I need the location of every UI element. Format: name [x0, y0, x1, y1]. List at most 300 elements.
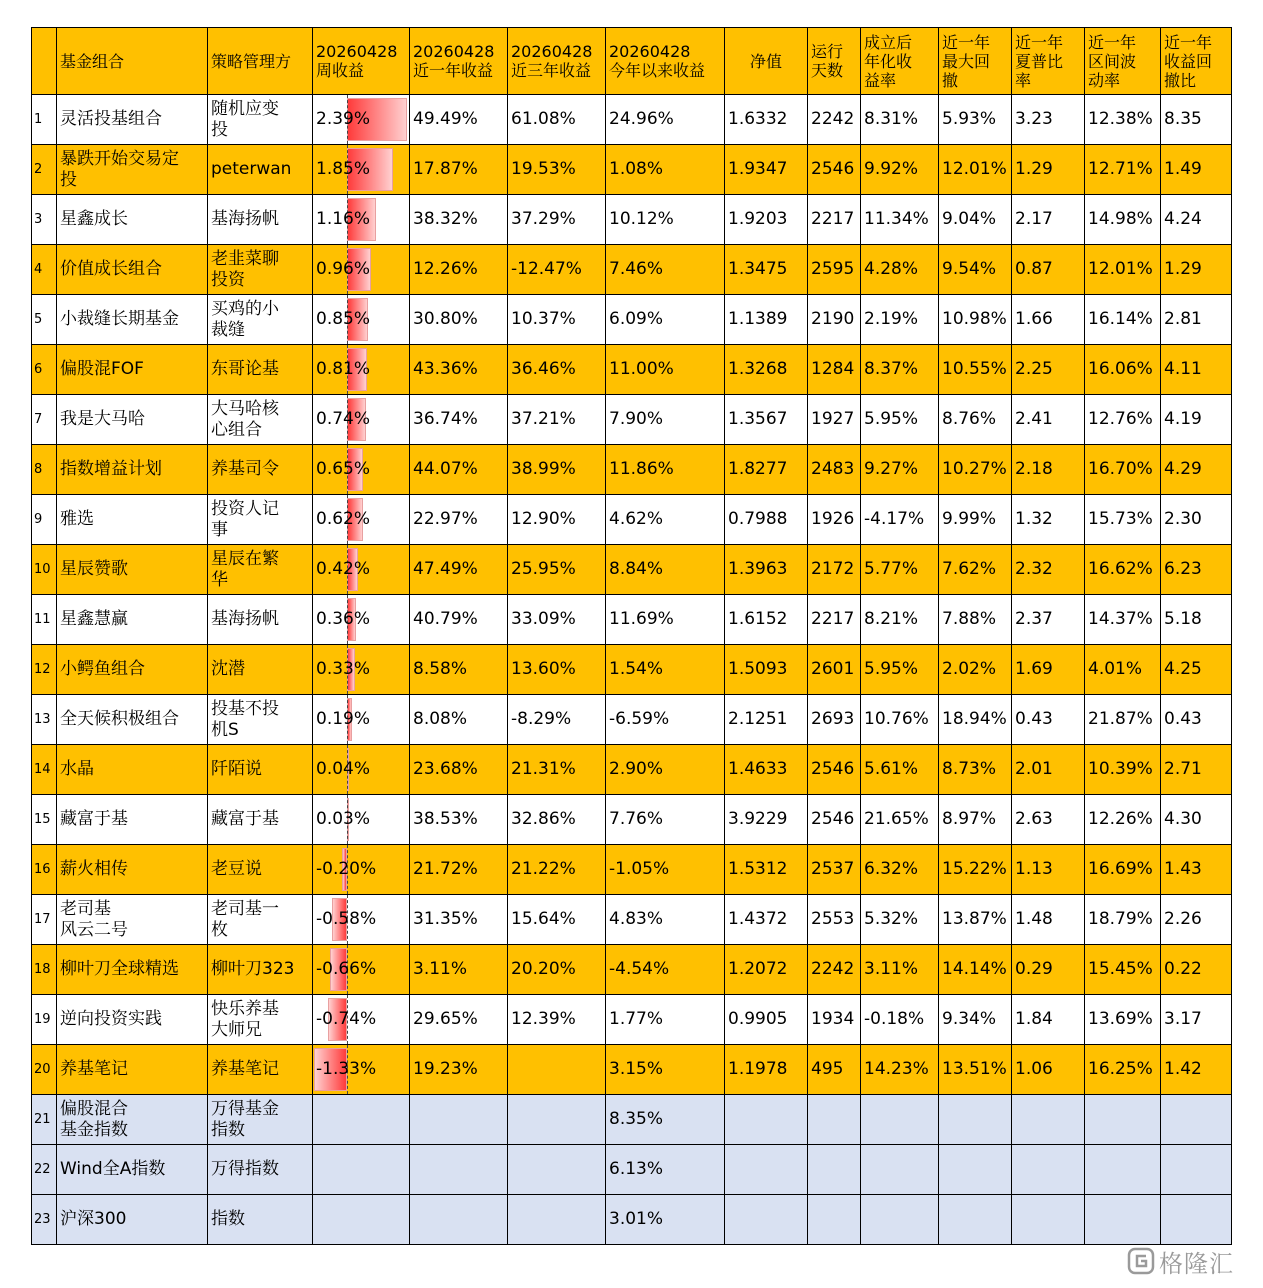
volatility-cell: 12.26% [1085, 795, 1161, 845]
return-drawdown-ratio-cell: 2.30 [1161, 495, 1232, 545]
running-days-cell: 2693 [808, 695, 861, 745]
fund-name-cell: 小裁缝长期基金 [57, 295, 208, 345]
sharpe-ratio-cell: 1.69 [1012, 645, 1085, 695]
return-drawdown-ratio-cell: 0.22 [1161, 945, 1232, 995]
running-days-cell [808, 1095, 861, 1145]
header-row [32, 28, 1232, 95]
three-year-return-cell: 37.21% [508, 395, 606, 445]
fund-name-cell: 偏股混合 基金指数 [57, 1095, 208, 1145]
one-year-return-cell: 29.65% [410, 995, 508, 1045]
annualized-return-cell: 5.77% [861, 545, 939, 595]
running-days-cell: 2172 [808, 545, 861, 595]
volatility-cell: 16.62% [1085, 545, 1161, 595]
one-year-return-cell: 8.58% [410, 645, 508, 695]
annualized-return-cell [861, 1195, 939, 1245]
running-days-cell: 2242 [808, 945, 861, 995]
weekly-return-cell [313, 645, 410, 695]
header-sharpe-ratio: 近一年 夏普比 率 [1012, 28, 1085, 95]
fund-name-cell: 薪火相传 [57, 845, 208, 895]
weekly-return-value: 0.65% [316, 459, 371, 479]
max-drawdown-cell: 7.62% [939, 545, 1012, 595]
max-drawdown-cell: 12.01% [939, 145, 1012, 195]
weekly-return-cell [313, 595, 410, 645]
weekly-return-value: -1.33% [316, 1059, 377, 1079]
fund-name-cell: 沪深300 [57, 1195, 208, 1245]
row-index-cell: 4 [32, 245, 57, 295]
header-one-year-return: 20260428 近一年收益 [410, 28, 508, 95]
return-drawdown-ratio-cell: 1.42 [1161, 1045, 1232, 1095]
volatility-cell: 10.39% [1085, 745, 1161, 795]
table-row [32, 195, 1232, 245]
max-drawdown-cell [939, 1145, 1012, 1195]
fund-name-cell: 水晶 [57, 745, 208, 795]
sharpe-ratio-cell: 3.23 [1012, 95, 1085, 145]
three-year-return-cell: -8.29% [508, 695, 606, 745]
ytd-return-cell: 7.90% [606, 395, 725, 445]
table-row [32, 1145, 1232, 1195]
volatility-cell: 18.79% [1085, 895, 1161, 945]
return-drawdown-ratio-cell: 5.18 [1161, 595, 1232, 645]
volatility-cell [1085, 1145, 1161, 1195]
weekly-return-cell [313, 395, 410, 445]
annualized-return-cell: 10.76% [861, 695, 939, 745]
annualized-return-cell: 14.23% [861, 1045, 939, 1095]
manager-cell: 投基不投 机S [208, 695, 313, 745]
ytd-return-cell: 8.35% [606, 1095, 725, 1145]
sharpe-ratio-cell: 2.32 [1012, 545, 1085, 595]
weekly-return-cell [313, 145, 410, 195]
table-row [32, 1045, 1232, 1095]
return-drawdown-ratio-cell [1161, 1145, 1232, 1195]
three-year-return-cell: 12.39% [508, 995, 606, 1045]
max-drawdown-cell: 8.97% [939, 795, 1012, 845]
manager-cell: 东哥论基 [208, 345, 313, 395]
ytd-return-cell: 2.90% [606, 745, 725, 795]
row-index-cell: 21 [32, 1095, 57, 1145]
max-drawdown-cell: 10.27% [939, 445, 1012, 495]
sharpe-ratio-cell: 0.29 [1012, 945, 1085, 995]
fund-name-cell: 星鑫慧赢 [57, 595, 208, 645]
annualized-return-cell: 4.28% [861, 245, 939, 295]
manager-cell: 随机应变 投 [208, 95, 313, 145]
manager-cell: 沈潜 [208, 645, 313, 695]
one-year-return-cell: 8.08% [410, 695, 508, 745]
sharpe-ratio-cell: 1.48 [1012, 895, 1085, 945]
max-drawdown-cell: 10.55% [939, 345, 1012, 395]
three-year-return-cell: 15.64% [508, 895, 606, 945]
ytd-return-cell: 7.76% [606, 795, 725, 845]
max-drawdown-cell: 9.04% [939, 195, 1012, 245]
nav-cell: 1.9203 [725, 195, 808, 245]
fund-name-cell: 灵活投基组合 [57, 95, 208, 145]
weekly-return-cell [313, 845, 410, 895]
row-index-cell: 23 [32, 1195, 57, 1245]
fund-name-cell: 藏富于基 [57, 795, 208, 845]
annualized-return-cell: 5.95% [861, 395, 939, 445]
table-row [32, 445, 1232, 495]
volatility-cell: 13.69% [1085, 995, 1161, 1045]
three-year-return-cell: 21.22% [508, 845, 606, 895]
ytd-return-cell: 11.00% [606, 345, 725, 395]
manager-cell: 万得基金 指数 [208, 1095, 313, 1145]
ytd-return-cell: 1.77% [606, 995, 725, 1045]
weekly-return-cell [313, 895, 410, 945]
weekly-return-value: 1.85% [316, 159, 371, 179]
fund-name-cell: Wind全A指数 [57, 1145, 208, 1195]
weekly-return-cell [313, 245, 410, 295]
annualized-return-cell: -4.17% [861, 495, 939, 545]
row-index-cell: 3 [32, 195, 57, 245]
weekly-return-cell [313, 1095, 410, 1145]
annualized-return-cell: 3.11% [861, 945, 939, 995]
gelonghui-logo-icon [1127, 1247, 1155, 1275]
volatility-cell: 12.76% [1085, 395, 1161, 445]
table-row [32, 1095, 1232, 1145]
three-year-return-cell: 37.29% [508, 195, 606, 245]
row-index-cell: 8 [32, 445, 57, 495]
return-drawdown-ratio-cell [1161, 1095, 1232, 1145]
running-days-cell: 495 [808, 1045, 861, 1095]
row-index-cell: 1 [32, 95, 57, 145]
table-row [32, 945, 1232, 995]
weekly-return-cell [313, 95, 410, 145]
max-drawdown-cell: 9.99% [939, 495, 1012, 545]
manager-cell: 万得指数 [208, 1145, 313, 1195]
one-year-return-cell: 19.23% [410, 1045, 508, 1095]
ytd-return-cell: 11.86% [606, 445, 725, 495]
running-days-cell: 2546 [808, 795, 861, 845]
return-drawdown-ratio-cell: 3.17 [1161, 995, 1232, 1045]
sharpe-ratio-cell: 0.43 [1012, 695, 1085, 745]
manager-cell: 藏富于基 [208, 795, 313, 845]
sharpe-ratio-cell [1012, 1145, 1085, 1195]
weekly-return-cell [313, 945, 410, 995]
return-drawdown-ratio-cell: 1.49 [1161, 145, 1232, 195]
manager-cell: 阡陌说 [208, 745, 313, 795]
nav-cell: 1.3268 [725, 345, 808, 395]
three-year-return-cell: 21.31% [508, 745, 606, 795]
table-row [32, 645, 1232, 695]
nav-cell: 1.1389 [725, 295, 808, 345]
three-year-return-cell: 32.86% [508, 795, 606, 845]
weekly-return-cell [313, 695, 410, 745]
nav-cell: 0.9905 [725, 995, 808, 1045]
three-year-return-cell: 38.99% [508, 445, 606, 495]
sharpe-ratio-cell [1012, 1095, 1085, 1145]
weekly-return-value: 0.96% [316, 259, 371, 279]
weekly-return-value: 0.19% [316, 709, 371, 729]
three-year-return-cell: 61.08% [508, 95, 606, 145]
three-year-return-cell [508, 1145, 606, 1195]
ytd-return-cell: 3.15% [606, 1045, 725, 1095]
nav-cell: 1.9347 [725, 145, 808, 195]
nav-cell [725, 1095, 808, 1145]
nav-cell: 1.8277 [725, 445, 808, 495]
header-return-drawdown-ratio: 近一年 收益回 撤比 [1161, 28, 1232, 95]
sharpe-ratio-cell: 2.17 [1012, 195, 1085, 245]
volatility-cell: 12.38% [1085, 95, 1161, 145]
annualized-return-cell: 8.37% [861, 345, 939, 395]
fund-name-cell: 星辰赞歌 [57, 545, 208, 595]
running-days-cell: 2190 [808, 295, 861, 345]
one-year-return-cell: 31.35% [410, 895, 508, 945]
annualized-return-cell: 5.95% [861, 645, 939, 695]
nav-cell: 1.5312 [725, 845, 808, 895]
weekly-return-cell [313, 995, 410, 1045]
annualized-return-cell: 8.31% [861, 95, 939, 145]
table-row [32, 745, 1232, 795]
sharpe-ratio-cell: 2.01 [1012, 745, 1085, 795]
max-drawdown-cell: 13.87% [939, 895, 1012, 945]
one-year-return-cell: 23.68% [410, 745, 508, 795]
max-drawdown-cell: 15.22% [939, 845, 1012, 895]
ytd-return-cell: -4.54% [606, 945, 725, 995]
ytd-return-cell: 4.83% [606, 895, 725, 945]
annualized-return-cell: -0.18% [861, 995, 939, 1045]
three-year-return-cell [508, 1095, 606, 1145]
max-drawdown-cell: 9.34% [939, 995, 1012, 1045]
row-index-cell: 13 [32, 695, 57, 745]
weekly-return-value: 0.33% [316, 659, 371, 679]
header-volatility: 近一年 区间波 动率 [1085, 28, 1161, 95]
header-annualized-return: 成立后 年化收 益率 [861, 28, 939, 95]
volatility-cell: 15.73% [1085, 495, 1161, 545]
ytd-return-cell: 8.84% [606, 545, 725, 595]
max-drawdown-cell: 13.51% [939, 1045, 1012, 1095]
table-row [32, 245, 1232, 295]
return-drawdown-ratio-cell: 4.30 [1161, 795, 1232, 845]
nav-cell: 1.1978 [725, 1045, 808, 1095]
volatility-cell: 12.01% [1085, 245, 1161, 295]
ytd-return-cell: 11.69% [606, 595, 725, 645]
manager-cell: 老豆说 [208, 845, 313, 895]
table-row [32, 895, 1232, 945]
nav-cell: 1.4372 [725, 895, 808, 945]
return-drawdown-ratio-cell: 2.71 [1161, 745, 1232, 795]
row-index-cell: 22 [32, 1145, 57, 1195]
running-days-cell: 2537 [808, 845, 861, 895]
ytd-return-cell: 10.12% [606, 195, 725, 245]
max-drawdown-cell: 10.98% [939, 295, 1012, 345]
nav-cell: 0.7988 [725, 495, 808, 545]
weekly-return-value: 0.62% [316, 509, 371, 529]
volatility-cell: 16.70% [1085, 445, 1161, 495]
nav-cell: 1.5093 [725, 645, 808, 695]
return-drawdown-ratio-cell: 4.11 [1161, 345, 1232, 395]
return-drawdown-ratio-cell: 0.43 [1161, 695, 1232, 745]
manager-cell: peterwan [208, 145, 313, 195]
row-index-cell: 12 [32, 645, 57, 695]
fund-ranking-table [31, 27, 1232, 1245]
nav-cell: 1.2072 [725, 945, 808, 995]
table-row [32, 595, 1232, 645]
running-days-cell: 1926 [808, 495, 861, 545]
running-days-cell: 1934 [808, 995, 861, 1045]
three-year-return-cell: 19.53% [508, 145, 606, 195]
three-year-return-cell: 25.95% [508, 545, 606, 595]
volatility-cell: 14.98% [1085, 195, 1161, 245]
table-row [32, 695, 1232, 745]
ytd-return-cell: -6.59% [606, 695, 725, 745]
ytd-return-cell: 6.09% [606, 295, 725, 345]
manager-cell: 指数 [208, 1195, 313, 1245]
sharpe-ratio-cell: 1.13 [1012, 845, 1085, 895]
annualized-return-cell: 21.65% [861, 795, 939, 845]
manager-cell: 基海扬帆 [208, 195, 313, 245]
row-index-cell: 15 [32, 795, 57, 845]
running-days-cell [808, 1195, 861, 1245]
weekly-return-cell [313, 545, 410, 595]
header-weekly-return: 20260428 周收益 [313, 28, 410, 95]
weekly-return-value: 0.81% [316, 359, 371, 379]
watermark-text: 格隆汇 [1159, 1249, 1234, 1278]
running-days-cell: 1284 [808, 345, 861, 395]
volatility-cell: 12.71% [1085, 145, 1161, 195]
header-index [32, 28, 57, 95]
fund-name-cell: 暴跌开始交易定 投 [57, 145, 208, 195]
max-drawdown-cell: 14.14% [939, 945, 1012, 995]
return-drawdown-ratio-cell: 6.23 [1161, 545, 1232, 595]
sharpe-ratio-cell [1012, 1195, 1085, 1245]
running-days-cell: 2601 [808, 645, 861, 695]
volatility-cell: 16.25% [1085, 1045, 1161, 1095]
table-row [32, 845, 1232, 895]
manager-cell: 买鸡的小 裁缝 [208, 295, 313, 345]
fund-name-cell: 养基笔记 [57, 1045, 208, 1095]
max-drawdown-cell: 5.93% [939, 95, 1012, 145]
running-days-cell [808, 1145, 861, 1195]
manager-cell: 基海扬帆 [208, 595, 313, 645]
three-year-return-cell: 20.20% [508, 945, 606, 995]
ytd-return-cell: 4.62% [606, 495, 725, 545]
three-year-return-cell [508, 1045, 606, 1095]
row-index-cell: 17 [32, 895, 57, 945]
one-year-return-cell [410, 1195, 508, 1245]
row-index-cell: 10 [32, 545, 57, 595]
weekly-return-cell [313, 495, 410, 545]
manager-cell: 老司基一 枚 [208, 895, 313, 945]
annualized-return-cell [861, 1145, 939, 1195]
running-days-cell: 2217 [808, 595, 861, 645]
one-year-return-cell: 38.32% [410, 195, 508, 245]
one-year-return-cell [410, 1095, 508, 1145]
one-year-return-cell: 43.36% [410, 345, 508, 395]
three-year-return-cell: 10.37% [508, 295, 606, 345]
fund-name-cell: 全天候积极组合 [57, 695, 208, 745]
three-year-return-cell [508, 1195, 606, 1245]
weekly-return-value: -0.74% [316, 1009, 377, 1029]
row-index-cell: 11 [32, 595, 57, 645]
max-drawdown-cell [939, 1195, 1012, 1245]
nav-cell [725, 1145, 808, 1195]
watermark [1127, 1243, 1252, 1279]
weekly-return-value: 0.85% [316, 309, 371, 329]
table-row [32, 1195, 1232, 1245]
weekly-return-cell [313, 195, 410, 245]
running-days-cell: 2546 [808, 145, 861, 195]
fund-name-cell: 小鳄鱼组合 [57, 645, 208, 695]
table-row [32, 395, 1232, 445]
three-year-return-cell: -12.47% [508, 245, 606, 295]
annualized-return-cell: 5.61% [861, 745, 939, 795]
row-index-cell: 5 [32, 295, 57, 345]
row-index-cell: 9 [32, 495, 57, 545]
nav-cell: 2.1251 [725, 695, 808, 745]
annualized-return-cell [861, 1095, 939, 1145]
max-drawdown-cell: 2.02% [939, 645, 1012, 695]
fund-name-cell: 指数增益计划 [57, 445, 208, 495]
nav-cell: 1.3567 [725, 395, 808, 445]
annualized-return-cell: 11.34% [861, 195, 939, 245]
max-drawdown-cell: 9.54% [939, 245, 1012, 295]
header-nav: 净值 [725, 28, 808, 95]
three-year-return-cell: 13.60% [508, 645, 606, 695]
one-year-return-cell: 38.53% [410, 795, 508, 845]
ytd-return-cell: 6.13% [606, 1145, 725, 1195]
row-index-cell: 2 [32, 145, 57, 195]
running-days-cell: 1927 [808, 395, 861, 445]
max-drawdown-cell: 8.76% [939, 395, 1012, 445]
sharpe-ratio-cell: 2.41 [1012, 395, 1085, 445]
weekly-return-value: 2.39% [316, 109, 371, 129]
annualized-return-cell: 9.27% [861, 445, 939, 495]
table-row [32, 545, 1232, 595]
running-days-cell: 2553 [808, 895, 861, 945]
sharpe-ratio-cell: 0.87 [1012, 245, 1085, 295]
volatility-cell [1085, 1195, 1161, 1245]
weekly-return-cell [313, 345, 410, 395]
max-drawdown-cell [939, 1095, 1012, 1145]
sharpe-ratio-cell: 1.32 [1012, 495, 1085, 545]
nav-cell: 1.4633 [725, 745, 808, 795]
weekly-return-cell [313, 295, 410, 345]
return-drawdown-ratio-cell: 2.81 [1161, 295, 1232, 345]
row-index-cell: 16 [32, 845, 57, 895]
manager-cell: 快乐养基 大师兄 [208, 995, 313, 1045]
weekly-return-value: 0.42% [316, 559, 371, 579]
return-drawdown-ratio-cell: 4.29 [1161, 445, 1232, 495]
weekly-return-cell [313, 1195, 410, 1245]
weekly-return-cell [313, 745, 410, 795]
nav-cell: 1.6152 [725, 595, 808, 645]
sharpe-ratio-cell: 1.06 [1012, 1045, 1085, 1095]
volatility-cell: 16.06% [1085, 345, 1161, 395]
fund-name-cell: 逆向投资实践 [57, 995, 208, 1045]
weekly-return-value: -0.20% [316, 859, 377, 879]
ytd-return-cell: 24.96% [606, 95, 725, 145]
fund-name-cell: 老司基 风云二号 [57, 895, 208, 945]
max-drawdown-cell: 7.88% [939, 595, 1012, 645]
weekly-return-cell [313, 1145, 410, 1195]
running-days-cell: 2595 [808, 245, 861, 295]
ytd-return-cell: 1.08% [606, 145, 725, 195]
header-three-year-return: 20260428 近三年收益 [508, 28, 606, 95]
annualized-return-cell: 6.32% [861, 845, 939, 895]
table-row [32, 295, 1232, 345]
weekly-return-value: 0.03% [316, 809, 371, 829]
nav-cell [725, 1195, 808, 1245]
volatility-cell: 15.45% [1085, 945, 1161, 995]
table-row [32, 995, 1232, 1045]
return-drawdown-ratio-cell [1161, 1195, 1232, 1245]
fund-name-cell: 我是大马哈 [57, 395, 208, 445]
volatility-cell: 16.14% [1085, 295, 1161, 345]
fund-name-cell: 柳叶刀全球精选 [57, 945, 208, 995]
manager-cell: 养基司令 [208, 445, 313, 495]
header-fund-portfolio: 基金组合 [57, 28, 208, 95]
annualized-return-cell: 8.21% [861, 595, 939, 645]
weekly-return-value: -0.66% [316, 959, 377, 979]
